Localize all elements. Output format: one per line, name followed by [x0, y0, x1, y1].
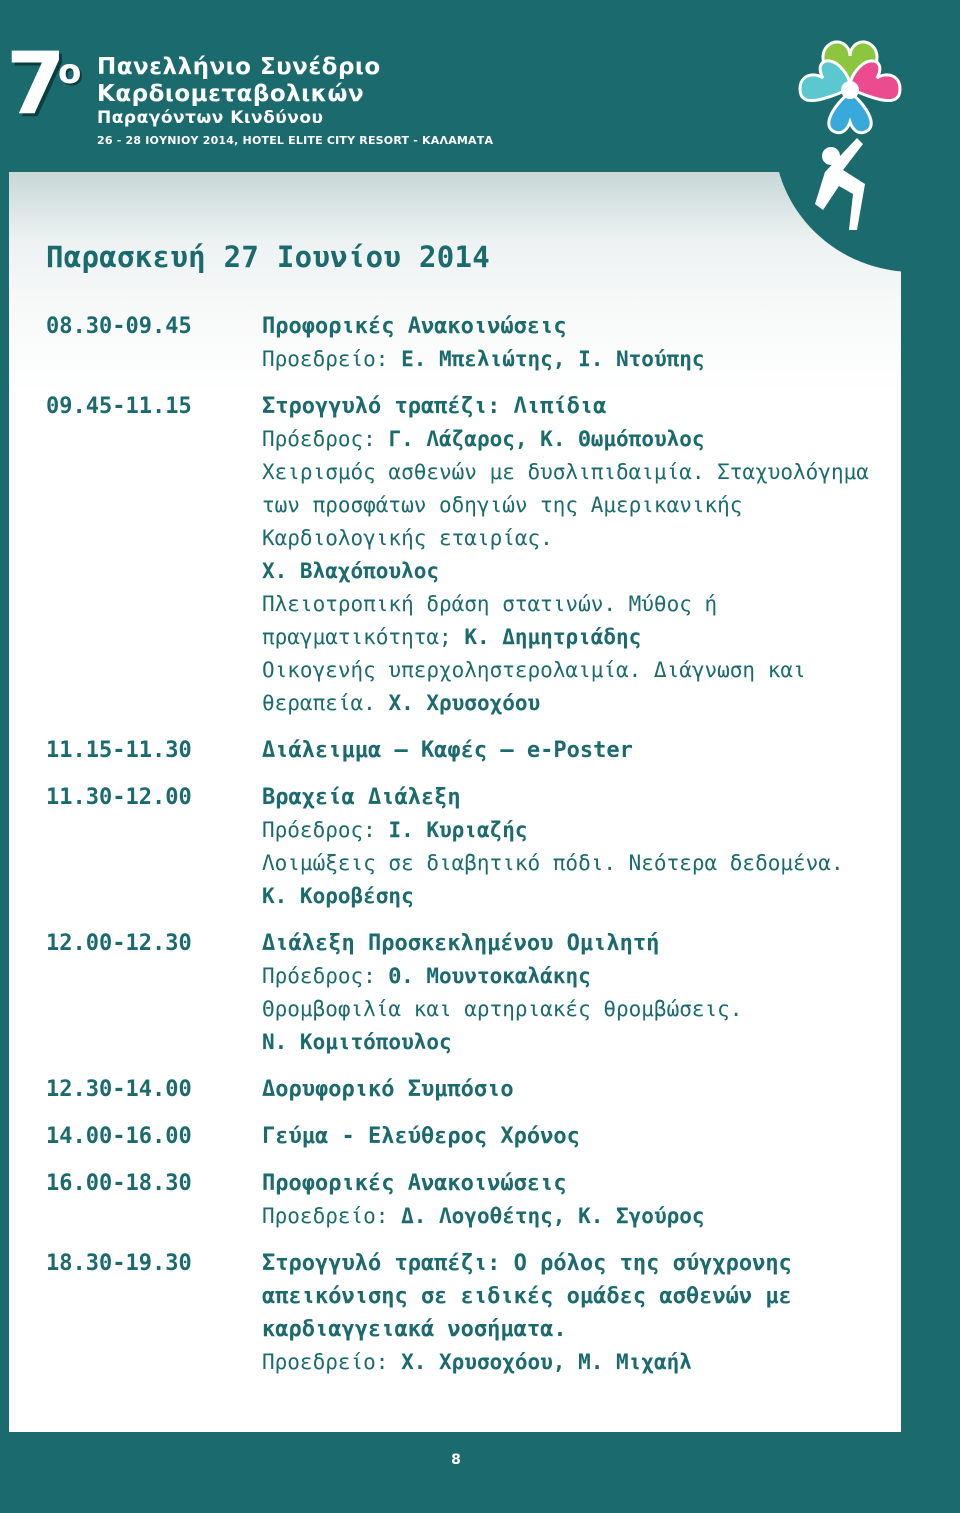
session-0830: [46, 310, 876, 376]
schedule: [46, 310, 876, 1393]
session-title: Δορυφορικό Συμπόσιο: [262, 1077, 514, 1102]
talk-item: [262, 993, 876, 1059]
conference-title-line2: Καρδιομεταβολικών: [97, 81, 365, 107]
session-0945: [46, 390, 876, 720]
conference-title-line3: Παραγόντων Κινδύνου: [97, 108, 324, 128]
clover-logo-icon: [795, 34, 905, 234]
session-time: 11.15-11.30: [46, 738, 192, 763]
session-time: 18.30-19.30: [46, 1251, 192, 1276]
talk-speaker: Ν. Κομιτόπουλος: [262, 1030, 452, 1054]
talk-speaker: Κ. Δημητριάδης: [464, 625, 642, 649]
conference-date-venue: 26 - 28 ΙΟΥΝΙΟΥ 2014, HOTEL ELITE CITY RESORT - ΚΑΛΑΜΑΤΑ: [97, 134, 494, 147]
session-title: Προφορικές Ανακοινώσεις: [262, 314, 567, 339]
edition-number: 7: [6, 34, 62, 134]
talk-text: Λοιμώξεις σε διαβητικό πόδι. Νεότερα δεδομένα.: [262, 851, 844, 875]
chair-label: Προεδρείο:: [262, 1204, 389, 1228]
session-1230: [46, 1073, 876, 1106]
talk-item: [262, 456, 876, 588]
day-title: Παρασκευή 27 Ιουνίου 2014: [46, 240, 490, 274]
chair-names: Γ. Λάζαρος, Κ. Θωμόπουλος: [388, 427, 705, 451]
edition-superscript: ο: [58, 52, 82, 92]
session-chair: [262, 1200, 876, 1233]
session-1830: [46, 1247, 876, 1379]
session-title: Διάλειμμα – Καφές – e-Poster: [262, 738, 633, 763]
session-title: Στρογγυλό τραπέζι: Λιπίδια: [262, 394, 607, 419]
chair-label: Προεδρείο:: [262, 347, 389, 371]
session-time: 12.00-12.30: [46, 931, 192, 956]
session-title: Βραχεία Διάλεξη: [262, 785, 461, 810]
chair-label: Πρόεδρος:: [262, 964, 376, 988]
talk-item: [262, 588, 876, 654]
chair-names: Δ. Λογοθέτης, Κ. Σγούρος: [401, 1204, 705, 1228]
talk-text: Θρομβοφιλία και αρτηριακές θρομβώσεις.: [262, 997, 743, 1021]
session-time: 16.00-18.30: [46, 1171, 192, 1196]
session-time: 09.45-11.15: [46, 394, 192, 419]
conference-title-line1: Πανελλήνιο Συνέδριο: [97, 54, 381, 80]
page-number: 8: [451, 1452, 461, 1468]
session-time: 08.30-09.45: [46, 314, 192, 339]
session-chair: [262, 960, 876, 993]
session-1600: [46, 1167, 876, 1233]
talk-speaker: Κ. Κοροβέσης: [262, 884, 414, 908]
session-1115: [46, 734, 876, 767]
session-time: 11.30-12.00: [46, 785, 192, 810]
session-time: 12.30-14.00: [46, 1077, 192, 1102]
session-1130: [46, 781, 876, 913]
session-chair: [262, 343, 876, 376]
chair-names: Θ. Μουντοκαλάκης: [388, 964, 591, 988]
session-chair: [262, 423, 876, 456]
session-title: Στρογγυλό τραπέζι: Ο ρόλος της σύγχρονης απεικόνισης σε ειδικές ομάδες ασθενών με καρδιαγγειακά νοσήματα.: [262, 1251, 792, 1342]
chair-label: Πρόεδρος:: [262, 818, 376, 842]
session-chair: [262, 814, 876, 847]
session-title: Διάλεξη Προσκεκλημένου Ομιλητή: [262, 931, 660, 956]
chair-names: Χ. Χρυσοχόου, Μ. Μιχαήλ: [401, 1350, 692, 1374]
session-title: Γεύμα - Ελεύθερος Χρόνος: [262, 1124, 580, 1149]
talk-speaker: Χ. Βλαχόπουλος: [262, 559, 440, 583]
talk-speaker: Χ. Χρυσοχόου: [388, 691, 541, 715]
talk-item: [262, 654, 876, 720]
chair-names: Ε. Μπελιώτης, Ι. Ντούπης: [401, 347, 705, 371]
session-title: Προφορικές Ανακοινώσεις: [262, 1171, 567, 1196]
chair-label: Πρόεδρος:: [262, 427, 376, 451]
session-time: 14.00-16.00: [46, 1124, 192, 1149]
chair-names: Ι. Κυριαζής: [388, 818, 528, 842]
conference-title: [97, 54, 493, 152]
talk-text: Οικογενής υπερχοληστερολαιμία. Διάγνωση και θεραπεία.: [262, 658, 806, 715]
chair-label: Προεδρείο:: [262, 1350, 389, 1374]
session-chair: [262, 1346, 876, 1379]
session-1400: [46, 1120, 876, 1153]
session-1200: [46, 927, 876, 1059]
talk-text: Πλειοτροπική δράση στατινών. Μύθος ή πραγματικότητα;: [262, 592, 718, 649]
talk-item: [262, 847, 876, 913]
talk-text: Χειρισμός ασθενών με δυσλιπιδαιμία. Σταχυολόγημα των προσφάτων οδηγιών της Αμερικανικής Καρδιολογικής εταιρίας.: [262, 460, 869, 550]
